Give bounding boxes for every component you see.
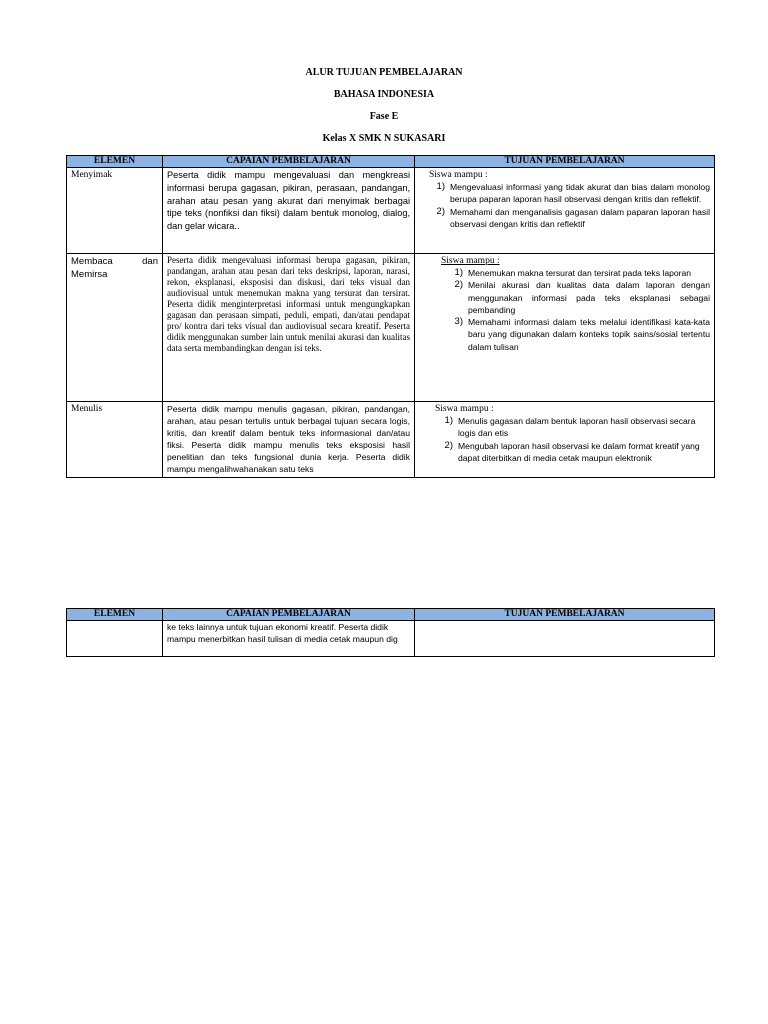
list-number: 1) [444,415,453,426]
column-header-tujuan: TUJUAN PEMBELAJARAN [415,156,715,168]
tujuan-cell [415,254,715,402]
list-number: 2) [436,205,445,217]
document-title: ALUR TUJUAN PEMBELAJARAN [305,67,463,78]
phase-heading: Fase E [369,111,399,122]
list-item [437,415,710,440]
elemen-text: Membaca dan [71,256,158,267]
tujuan-cell [415,168,715,254]
column-header-capaian: CAPAIAN PEMBELAJARAN [163,156,415,168]
table-header-row [67,156,715,168]
elemen-cell: Menulis [67,402,163,478]
table-row [67,168,715,254]
list-text: Menemukan makna tersurat dan tersirat pada teks laporan [468,268,692,278]
elemen-cell [67,621,163,657]
list-text: Menulis gagasan dalam bentuk laporan hasil observasi secara logis dan etis [458,416,696,439]
column-header-tujuan: TUJUAN PEMBELAJARAN [415,609,715,621]
list-text: Mengevaluasi informasi yang tidak akurat dan bias dalam monolog berupa paparan laporan hasil observasi dengan kritis dan reflektif. [450,182,710,205]
class-heading: Kelas X SMK N SUKASARI [322,133,446,144]
list-text: Mengubah laporan hasil observasi ke dalam format kreatif yang dapat diterbitkan di media cetak maupun elektronik [458,440,700,463]
list-item [447,316,710,353]
table-row [67,402,715,478]
list-number: 1) [436,181,445,192]
list-text: Memahami informasi dalam teks melalui identifikasi kata-kata baru yang digunakan dalam konteks topik sains/sosial tertentu dalam tulisan [468,317,710,352]
list-text: Memahami dan menganalisis gagasan dalam paparan laporan hasil observasi dengan kritis dan reflektif [450,206,710,229]
list-item [447,279,710,316]
list-text: Menilai akurasi dan kualitas data dalam laporan dengan menggunakan informasi pada teks eksplanasi sebagai pembanding [468,280,710,315]
learning-objectives-table [66,155,715,478]
list-item [429,181,710,206]
table-row [67,254,715,402]
tujuan-cell [415,621,715,657]
list-number: 2) [454,279,463,291]
capaian-cell: Peserta didik mampu menulis gagasan, pikiran, pandangan, arahan, atau pesan tertulis untuk berbagai tujuan secara logis, kritis, dan kreatif dalam bentuk teks informasional dan/atau fiksi. Peserta didik mampu menulis teks eksposisi hasil penelitian dan teks fungsional dunia kerja. Peserta didik mampu mengalihwahanakan satu teks [163,402,415,478]
tujuan-cell [415,402,715,478]
elemen-cell [67,254,163,402]
capaian-cell: ke teks lainnya untuk tujuan ekonomi kreatif. Peserta didik mampu menerbitkan hasil tulisan di media cetak maupun dig [163,621,415,657]
tujuan-lead: Siswa mampu : [435,404,494,414]
table-row [67,621,715,657]
capaian-cell: Peserta didik mampu mengevaluasi dan mengkreasi informasi berupa gagasan, pikiran, perasaan, pandangan, arahan atau pesan yang akurat dari menyimak berbagai tipe teks (nonfiksi dan fiksi) dalam bentuk monolog, dialog, dan gelar wicara.. [163,168,415,254]
subject-heading: BAHASA INDONESIA [333,89,435,100]
list-item [437,440,710,465]
tujuan-list [419,267,710,353]
tujuan-lead: Siswa mampu : [441,256,500,266]
list-number: 3) [454,316,463,328]
table-header-row [67,609,715,621]
column-header-elemen: ELEMEN [67,156,163,168]
column-header-capaian: CAPAIAN PEMBELAJARAN [163,609,415,621]
list-item [429,206,710,231]
elemen-text: Memirsa [71,269,108,280]
continuation-table [66,608,715,657]
list-number: 2) [444,439,453,451]
tujuan-list [419,415,710,464]
tujuan-list [429,181,710,230]
column-header-elemen: ELEMEN [67,609,163,621]
list-item [447,267,710,279]
list-number: 1) [454,267,463,278]
capaian-cell: Peserta didik mengevaluasi informasi berupa gagasan, pikiran, pandangan, arahan atau pesan dari teks deskripsi, laporan, narasi, rekon, eksplanasi, eksposisi dan diskusi, dari teks visual dan audiovisual untuk menemukan makna yang tersurat dan tersirat. Peserta didik menginterpretasi informasi untuk mengungkapkan gagasan dan perasaan simpati, peduli, empati, dan/atau pendapat pro/ kontra dari teks visual dan audiovisual secara kreatif. Peserta didik menggunakan sumber lain untuk menilai akurasi dan kualitas data serta membandingkan dengan isi teks. [163,254,415,402]
tujuan-lead: Siswa mampu : [429,170,488,180]
elemen-cell: Menyimak [67,168,163,254]
